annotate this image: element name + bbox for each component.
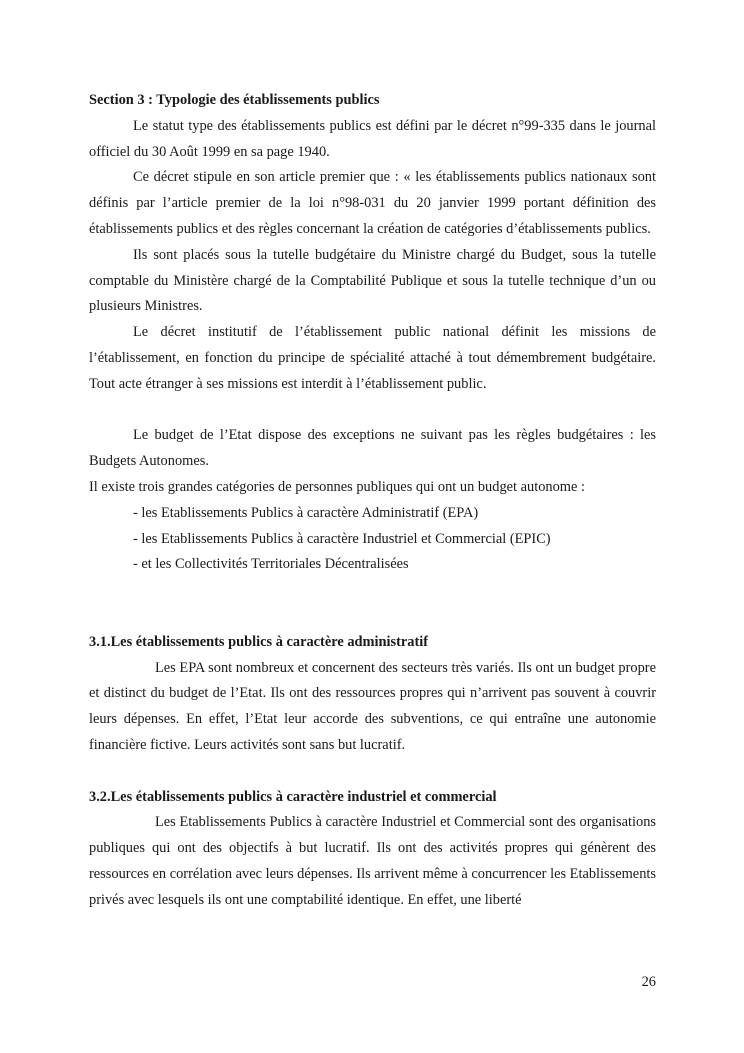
intro-paragraph-4: Le décret institutif de l’établissement public national définit les missions de l’établissement, en fonction du principe de spécialité attaché à tout démembrement budgétaire. Tout acte étranger à ses missions est interdit à l’établissement public.	[89, 324, 656, 392]
subsection-1-heading: 3.1.Les établissements publics à caractère administratif	[89, 633, 429, 650]
intro-paragraph-1: Le statut type des établissements publics est défini par le décret n°99-335 dans le journal officiel du 30 Août 1999 en sa page 1940.	[89, 117, 656, 160]
category-item-collectivites: - et les Collectivités Territoriales Décentralisées	[133, 556, 409, 573]
spacer	[89, 578, 656, 630]
page-number: 26	[641, 974, 656, 990]
intro-paragraph-2: Ce décret stipule en son article premier que : « les établissements publics nationaux sont définis par l’article premier de la loi n°98-031 du 20 janvier 1999 portant définition des établissements publics et des règles concernant la création de catégories d’établissements publics.	[89, 169, 656, 237]
category-item-epic: - les Etablissements Publics à caractère Industriel et Commercial (EPIC)	[133, 530, 551, 547]
subsection-2-paragraph: Les Etablissements Publics à caractère Industriel et Commercial sont des organisations publiques qui ont des objectifs à but lucratif. Ils ont des activités propres qui génèrent des ressources en corrélation avec leurs dépenses. Ils arrivent même à concurrencer les Etablissements privés avec lesquels ils ont une comptabilité identique. En effet, une liberté	[89, 814, 656, 908]
subsection-2-heading: 3.2.Les établissements publics à caractère industriel et commercial	[89, 788, 497, 805]
categories-intro: Il existe trois grandes catégories de personnes publiques qui ont un budget autonome :	[89, 478, 585, 495]
subsection-1-paragraph: Les EPA sont nombreux et concernent des secteurs très variés. Ils ont un budget propre et distinct du budget de l’Etat. Ils ont des ressources propres qui n’arrivent pas souvent à couvrir leurs dépenses. En effet, l’Etat leur accorde des subventions, ce qui entraîne une autonomie financière fictive. Leurs activités sont sans but lucratif.	[89, 659, 656, 753]
section-heading: Section 3 : Typologie des établissements publics	[89, 92, 380, 108]
spacer	[89, 759, 656, 785]
category-item-epa: - les Etablissements Publics à caractère Administratif (EPA)	[133, 504, 479, 521]
budget-paragraph: Le budget de l’Etat dispose des exceptions ne suivant pas les règles budgétaires : les Budgets Autonomes.	[89, 427, 656, 470]
spacer	[89, 398, 656, 424]
document-page	[89, 88, 656, 914]
intro-paragraph-3: Ils sont placés sous la tutelle budgétaire du Ministre chargé du Budget, sous la tutelle comptable du Ministère chargé de la Comptabilité Publique et sous la tutelle technique d’un ou plusieurs Ministres.	[89, 246, 656, 315]
